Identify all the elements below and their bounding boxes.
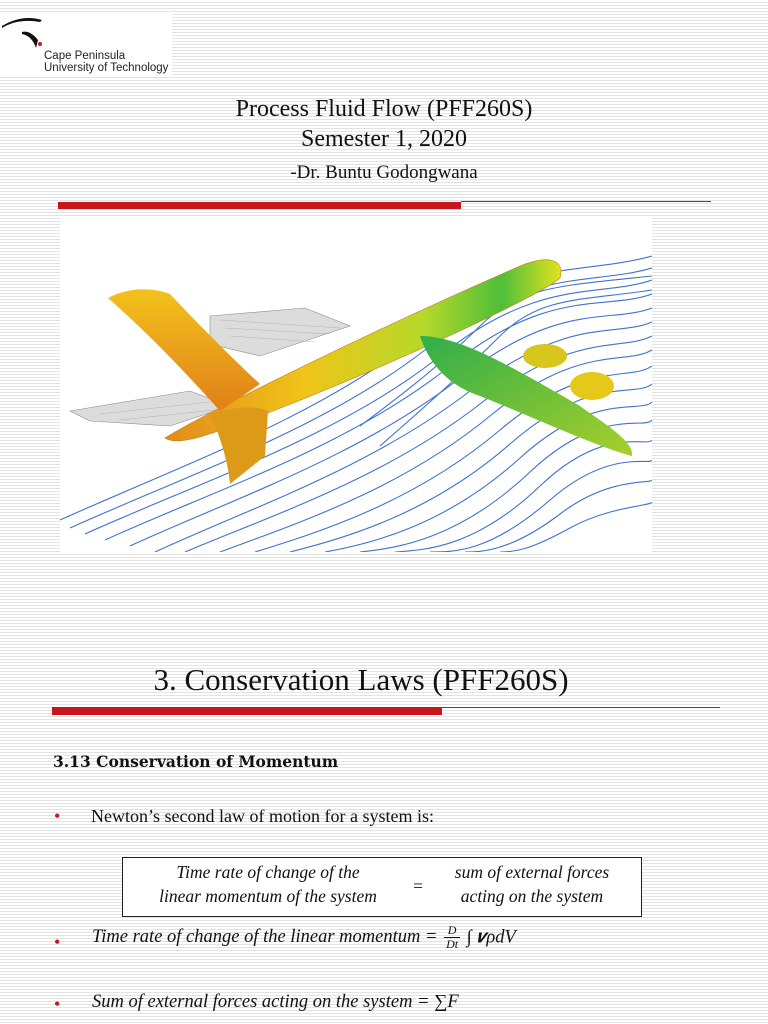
- sum-term: ∑F: [434, 992, 459, 1012]
- section-rule-thick: [52, 707, 442, 715]
- equation-box: [122, 857, 642, 917]
- equation-left-line-2: linear momentum of the system: [159, 886, 377, 906]
- section-rule-thin: [442, 707, 720, 708]
- equation-equals: =: [413, 876, 423, 896]
- equation-left-line-1: Time rate of change of the: [176, 862, 360, 882]
- logo-line-1: Cape Peninsula: [44, 50, 126, 62]
- bullet-marker: •: [54, 932, 61, 952]
- author: -Dr. Buntu Godongwana: [290, 162, 478, 183]
- section-title: 3. Conservation Laws (PFF260S): [153, 662, 569, 697]
- bullet-1-text: Newton’s second law of motion for a system is:: [91, 806, 434, 826]
- integral-term: ∫ 𝒗ρdV: [466, 927, 516, 948]
- semester-title: Semester 1, 2020: [301, 126, 467, 152]
- bullet-marker: •: [54, 994, 61, 1014]
- aircraft-streamlines-illustration: [60, 216, 652, 552]
- equation-left: [123, 860, 413, 908]
- bullet-3-text: Sum of external forces acting on the system =: [92, 992, 430, 1012]
- bullet-2-text: Time rate of change of the linear momentum =: [92, 927, 438, 947]
- subheading: 3.13 Conservation of Momentum: [53, 752, 339, 771]
- horizontal-stabilizer: [210, 408, 268, 484]
- aircraft-cfd-image: [60, 216, 652, 552]
- engine-1: [523, 344, 567, 368]
- logo-line-2: University of Technology: [44, 62, 169, 74]
- equation-right: [425, 860, 639, 908]
- equation-right-line-2: acting on the system: [460, 886, 604, 906]
- title-rule-thick: [58, 202, 461, 209]
- bullet-3: [92, 992, 459, 1013]
- fraction-denominator: Dt: [446, 937, 459, 951]
- bullet-marker: •: [54, 806, 61, 826]
- course-title: Process Fluid Flow (PFF260S): [235, 96, 533, 122]
- fraction-numerator: D: [444, 924, 460, 938]
- bullet-2: [92, 924, 516, 951]
- equation-right-line-1: sum of external forces: [454, 862, 610, 882]
- d-dt-fraction: [444, 924, 460, 951]
- logo-text: [44, 50, 168, 74]
- title-rule-thin: [461, 201, 711, 202]
- engine-2: [570, 372, 614, 400]
